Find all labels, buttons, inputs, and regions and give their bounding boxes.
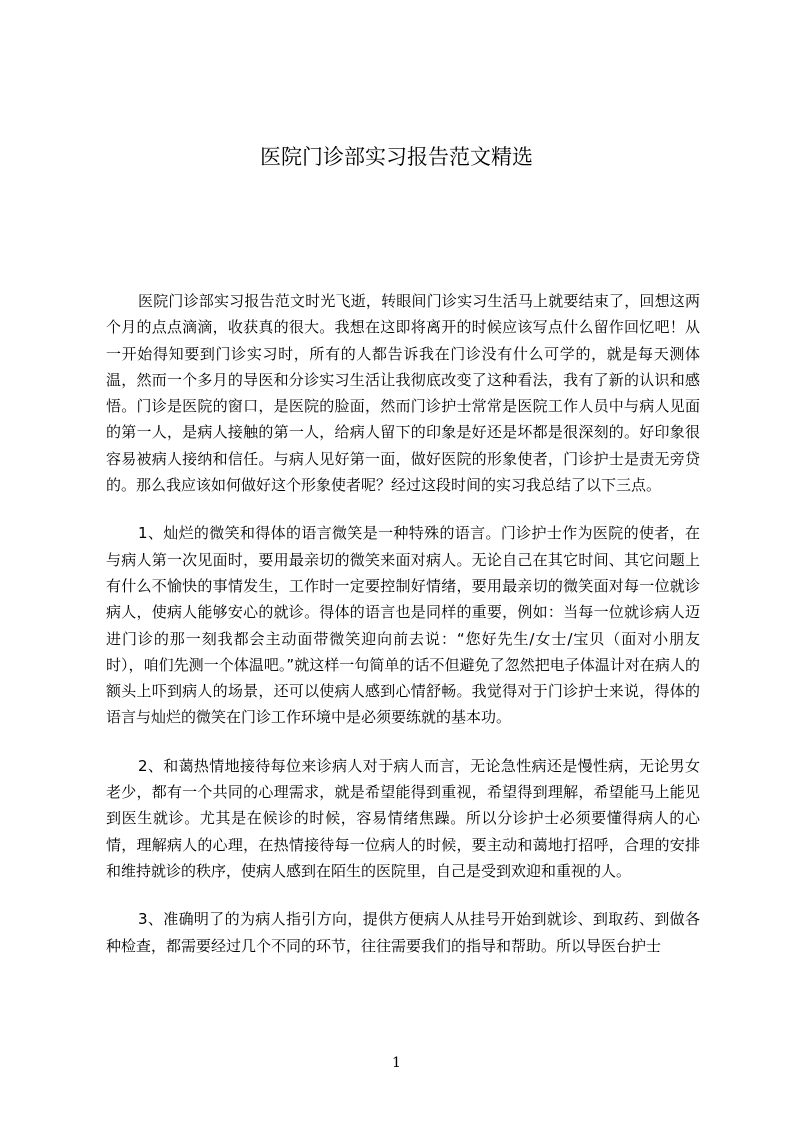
document-body xyxy=(106,288,700,959)
paragraph-point-1: 1、灿烂的微笑和得体的语言微笑是一种特殊的语言。门诊护士作为医院的使者，在与病人第一次见面时，要用最亲切的微笑来面对病人。无论自己在其它时间、其它问题上有什么不愉快的事情发生，工作时一定要控制好情绪，要用最亲切的微笑面对每一位就诊病人，使病人能够安心的就诊。得体的语言也是同样的重要，例如：当每一位就诊病人迈进门诊的那一刻我都会主动面带微笑迎向前去说：“您好先生/女士/宝贝（面对小朋友时），咱们先测一个体温吧。”就这样一句简单的话不但避免了忽然把电子体温计对在病人的额头上吓到病人的场景，还可以使病人感到心情舒畅。我觉得对于门诊护士来说，得体的语言与灿烂的微笑在门诊工作环境中是必须要练就的基本功。 xyxy=(106,524,700,727)
page-number: 1 xyxy=(392,1055,401,1071)
paragraph-point-2: 2、和蔼热情地接待每位来诊病人对于病人而言，无论急性病还是慢性病，无论男女老少，都有一个共同的心理需求，就是希望能得到重视，希望得到理解，希望能马上能见到医生就诊。尤其是在候诊的时候，容易情绪焦躁。所以分诊护士必须要懂得病人的心情，理解病人的心理，在热情接待每一位病人的时候，要主动和蔼地打招呼，合理的安排和维持就诊的秩序，使病人感到在陌生的医院里，自己是受到欢迎和重视的人。 xyxy=(106,756,700,880)
document-title: 医院门诊部实习报告范文精选 xyxy=(260,145,533,169)
paragraph-point-3: 3、准确明了的为病人指引方向，提供方便病人从挂号开始到就诊、到取药、到做各种检查，都需要经过几个不同的环节，往往需要我们的指导和帮助。所以导医台护士 xyxy=(106,910,700,955)
paragraph-intro: 医院门诊部实习报告范文时光飞逝，转眼间门诊实习生活马上就要结束了，回想这两个月的点点滴滴，收获真的很大。我想在这即将离开的时候应该写点什么留作回忆吧！从一开始得知要到门诊实习时，所有的人都告诉我在门诊没有什么可学的，就是每天测体温，然而一个多月的导医和分诊实习生活让我彻底改变了这种看法，我有了新的认识和感悟。门诊是医院的窗口，是医院的脸面，然而门诊护士常常是医院工作人员中与病人见面的第一人，是病人接触的第一人，给病人留下的印象是好还是坏都是很深刻的。好印象很容易被病人接纳和信任。与病人见好第一面，做好医院的形象使者，门诊护士是责无旁贷的。那么我应该如何做好这个形象使者呢？经过这段时间的实习我总结了以下三点。 xyxy=(106,292,700,495)
